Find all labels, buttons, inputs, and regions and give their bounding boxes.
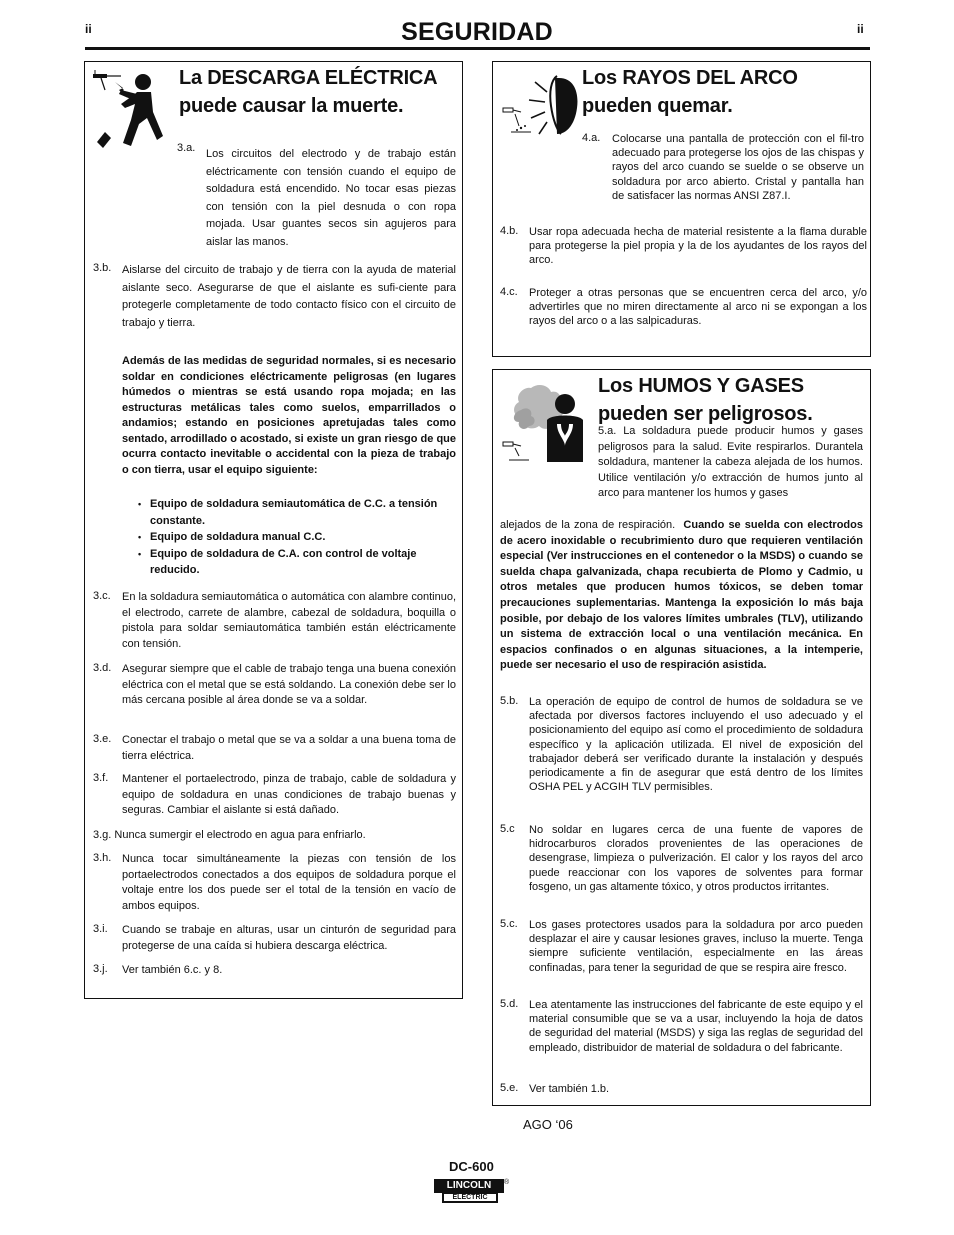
item-text: En la soldadura semiautomática o automática con alambre continuo, el electrodo, carrete de alambre, cabezal de soldadura, boquilla o pistola para soldar semiautomática también están eléctricamente con tensión. bbox=[122, 591, 456, 650]
page-number-right: ii bbox=[857, 22, 864, 36]
logo-top: LINCOLN bbox=[434, 1179, 504, 1193]
shock-title-line1: La DESCARGA ELÉCTRICA bbox=[179, 67, 438, 89]
item-text: Ver también 6.c. y 8. bbox=[122, 964, 223, 976]
item-5a-bold: Cuando se suelda con electrodos de acero inoxidable o recubrimiento duro que requieren ventilación especial (Ver instrucciones en el contenedor o la MSDS) o cuando se suelda chapa galvanizada, chapa recubierta de Plomo y Cadmio, u otros metales que producen humos tóxicos, se deben tomar precauciones suplementarias. Mantenga la exposición lo más baja posible, por debajo de los valores límites umbrales (TLV), utilizando un sistema de extracción local o una ventilación mecánica. En espacios confinados o en algunas situaciones, a la intemperie, puede ser necesario el uso de respiración asistida. bbox=[500, 519, 863, 672]
item-number: 3.j. bbox=[93, 963, 108, 975]
item-3b bbox=[93, 262, 457, 342]
item-5b bbox=[500, 695, 866, 805]
item-3c bbox=[93, 590, 457, 652]
arc-rays-section bbox=[492, 61, 871, 357]
item-number: 4.c. bbox=[500, 286, 518, 298]
item-5e bbox=[500, 1082, 866, 1100]
dangerous-conditions-note: Además de las medidas de seguridad normales, si es necesario soldar en condiciones eléctricamente peligrosas (en lugares húmedos o mientras se está usando ropa mojada; en las estructuras metálicas tales como suelos, emparrillados o andamios; estando en posiciones apretujadas tales como sentado, arrodillado o acostado, si existe un gran riesgo de que ocurra contacto inevitable o accidental con la pieza de trabajo o con tierra, usar el equipo siguiente: bbox=[122, 355, 456, 476]
item-text: No soldar en lugares cerca de una fuente de vapores de hidrocarburos clorados provenientes de las operaciones de desengrase, limpieza o pulverización. El calor y los rayos del arco puede reaccionar con los vapores de solventes para formar fosgeno, un gas altamente tóxico, y otros productos irritantes. bbox=[529, 824, 863, 893]
item-number: 5.b. bbox=[500, 695, 519, 707]
item-5c-second bbox=[500, 918, 866, 988]
arc-rays-icon bbox=[501, 72, 581, 140]
item-5d bbox=[500, 998, 866, 1068]
item-4a bbox=[582, 132, 866, 216]
fumes-gases-section bbox=[492, 369, 871, 1106]
item-number: 4.a. bbox=[582, 132, 601, 144]
electric-shock-section bbox=[84, 61, 463, 999]
header-rule bbox=[85, 47, 870, 50]
item-number: 3.b. bbox=[93, 262, 112, 274]
item-3j bbox=[93, 963, 457, 981]
logo-registered: ® bbox=[504, 1179, 510, 1186]
item-text: Mantener el portaelectrodo, pinza de trabajo, cable de soldadura y equipo de soldadura en unas condiciones de trabajo buenas y seguras. Cambiar el aislante si está dañado. bbox=[122, 773, 456, 816]
list-item: • Equipo de soldadura de C.A. con control de voltaje reducido. bbox=[138, 546, 456, 579]
item-3g: 3.g. Nunca sumergir el electrodo en agua para enfriarlo. bbox=[93, 829, 366, 841]
list-item: • Equipo de soldadura semiautomática de C.C. a tensión constante. bbox=[138, 496, 456, 529]
item-number: 3.h. bbox=[93, 852, 112, 864]
item-text: Colocarse una pantalla de protección con el fil-tro adecuado para protegerse los ojos de las chispas y rayos del arco cuando se suelde o se observe un soldadura por arco abierto. Cristal y pantalla han de satisfacer las normas ANSI Z87.I. bbox=[612, 133, 864, 202]
item-number: 5.c. bbox=[500, 918, 518, 930]
item-number: 3.d. bbox=[93, 662, 112, 674]
item-number: 3.f. bbox=[93, 772, 109, 784]
item-text: Aislarse del circuito de trabajo y de tierra con la ayuda de material aislante seco. Asegurarse de que el aislante es sufi-ciente para protegerle completamente de todo contacto físico con el circuito de trabajo y tierra. bbox=[122, 264, 456, 329]
fumes-title-line2: pueden ser peligrosos. bbox=[598, 403, 813, 425]
logo-bottom: ELECTRIC bbox=[442, 1192, 498, 1203]
equipment-list bbox=[138, 496, 456, 579]
item-3f bbox=[93, 772, 457, 820]
shock-title-line2: puede causar la muerte. bbox=[179, 95, 404, 117]
electric-shock-icon bbox=[91, 68, 173, 150]
item-3d bbox=[93, 662, 457, 724]
item-text: Usar ropa adecuada hecha de material resistente a la flama durable para protegerse la piel propia y la de los ayudantes de los rayos del arco. bbox=[529, 226, 867, 267]
arc-title-line1: Los RAYOS DEL ARCO bbox=[582, 67, 798, 89]
item-3e bbox=[93, 733, 457, 765]
revision-date: AGO ‘06 bbox=[523, 1117, 573, 1132]
item-text: La operación de equipo de control de humos de soldadura se ve afectada por diversos factores incluyendo el uso adecuado y el posicionamiento del equipo así como el procedimiento de soldadura específico y la aplicación utilizada. El nivel de exposición del trabajador deberá ser verificado durante la instalación y después periodicamente a fin de asegurar que está dentro de los límites OSHA PEL y ACGIH TLV permisibles. bbox=[529, 696, 863, 794]
item-text: Conectar el trabajo o metal que se va a soldar a una buena toma de tierra eléctrica. bbox=[122, 734, 456, 762]
item-text: Los circuitos del electrodo y de trabajo están eléctricamente con tensión cuando el equipo de soldadura está encendido. No tocar esas piezas con tensión con la piel desnuda o con ropa mojada. Usar guantes secos sin agujeros para aislar las manos. bbox=[206, 148, 456, 248]
item-text: Nunca tocar simultáneamente la piezas con tensión de los portaelectrodos conectados a dos equipos de soldadura porque el voltaje entre los dos puede ser el total de la tensión en vacío de ambos equipos. bbox=[122, 853, 456, 912]
item-number: 5.d. bbox=[500, 998, 519, 1010]
page-title: SEGURIDAD bbox=[401, 18, 553, 46]
lincoln-electric-logo bbox=[432, 1177, 512, 1207]
fumes-title-line1: Los HUMOS Y GASES bbox=[598, 375, 804, 397]
item-number: 3.c. bbox=[93, 590, 111, 602]
item-number: 3.i. bbox=[93, 923, 108, 935]
item-4c bbox=[500, 286, 866, 332]
item-text: Ver también 1.b. bbox=[529, 1083, 610, 1095]
model-number: DC-600 bbox=[449, 1159, 494, 1174]
item-text: Los gases protectores usados para la soldadura por arco pueden desplazar el aire y causar lesiones graves, incluso la muerte. Tenga siempre suficiente ventilación, especialmente en las áreas confinadas, para tener la seguridad de que se respira aire fresco. bbox=[529, 919, 863, 974]
item-3h bbox=[93, 852, 457, 914]
item-5a-continuation bbox=[500, 518, 863, 674]
item-number: 3.e. bbox=[93, 733, 112, 745]
item-number: 5.e. bbox=[500, 1082, 519, 1094]
item-text: Cuando se trabaje en alturas, usar un cinturón de seguridad para protegerse de una caída si hubiera descarga eléctrica. bbox=[122, 924, 456, 952]
item-number: 4.b. bbox=[500, 225, 519, 237]
item-5a-plain: alejados de la zona de respiración. bbox=[500, 519, 676, 531]
item-text: Asegurar siempre que el cable de trabajo tenga una buena conexión eléctrica con el metal que se está soldando. La conexión debe ser lo más cercana posible al área donde se va a soldar. bbox=[122, 663, 456, 706]
item-text: Proteger a otras personas que se encuentren cerca del arco, y/o advertirles que no miren directamente al arco ni se expongan a los rayos del arco o a las salpicaduras. bbox=[529, 287, 867, 328]
item-5a-lead: 5.a. La soldadura puede producir humos y gases peligrosos para la salud. Evite respirarlos. Durantela soldadura, mantener la cabeza alejada de los humos. Utilice ventilación y/o extracción de humos junto al arco para mantener los humos y gases bbox=[598, 425, 863, 500]
arc-title-line2: pueden quemar. bbox=[582, 95, 733, 117]
list-item: • Equipo de soldadura manual C.C. bbox=[138, 529, 456, 546]
item-number: 5.c bbox=[500, 823, 515, 835]
item-3a bbox=[177, 142, 457, 252]
item-text: Lea atentamente las instrucciones del fabricante de este equipo y el material consumible que se va a usar, incluyendo la hoja de datos de seguridad del material (MSDS) y siga las reglas de seguridad del empleado, distribuidor de material de soldadura o del fabricante. bbox=[529, 999, 863, 1054]
item-3i bbox=[93, 923, 457, 955]
item-5c-first bbox=[500, 823, 866, 903]
item-number: 3.a. bbox=[177, 142, 196, 154]
fumes-gases-icon bbox=[501, 380, 587, 462]
item-4b bbox=[500, 225, 866, 271]
page-number-left: ii bbox=[85, 22, 92, 36]
